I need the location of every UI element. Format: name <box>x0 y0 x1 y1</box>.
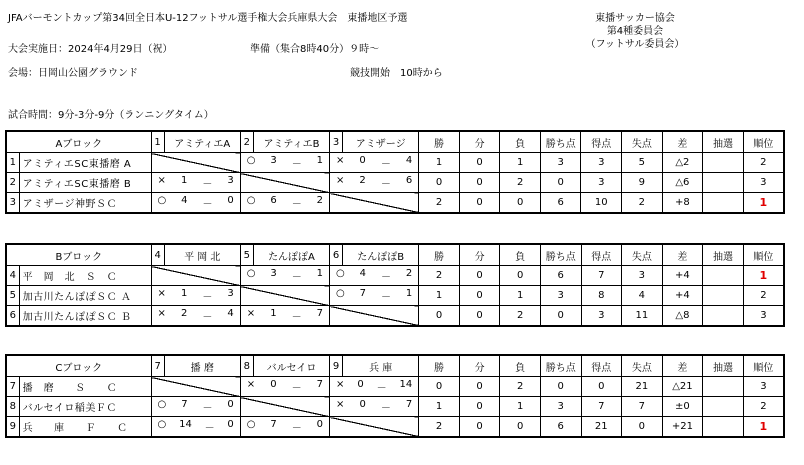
column-header: 得点 <box>581 355 622 377</box>
result-mark: × <box>246 308 256 319</box>
result-mark: ○ <box>246 268 256 279</box>
self-match-cell <box>330 306 419 327</box>
result-mark: × <box>336 399 345 410</box>
score-dash: － <box>204 423 215 434</box>
match-result <box>330 397 419 417</box>
score-against: 0 <box>227 195 234 206</box>
goal-diff: +4 <box>662 266 703 286</box>
score-dash: － <box>380 272 391 283</box>
self-match-cell <box>151 153 240 173</box>
score-for: 0 <box>357 379 364 390</box>
goal-diff: ±0 <box>662 397 703 417</box>
team-name: バルセイロ稲美ＦＣ <box>19 397 151 417</box>
score-dash: － <box>291 383 302 394</box>
goals-for: 21 <box>581 417 622 438</box>
score-against: 4 <box>405 155 413 166</box>
score-against: 0 <box>227 419 234 430</box>
column-header: 順位 <box>743 131 784 153</box>
lottery <box>703 397 744 417</box>
losses: 2 <box>500 377 541 397</box>
match-result <box>240 153 329 173</box>
goals-for: 7 <box>581 266 622 286</box>
goal-diff: △21 <box>662 377 703 397</box>
team-name: 平 岡 北 Ｓ Ｃ <box>19 266 151 286</box>
team-number: 2 <box>6 173 19 193</box>
score-for: 1 <box>180 288 188 299</box>
block-name: Aブロック <box>6 131 151 153</box>
opponent-name: たんぽぽB <box>343 244 419 266</box>
draws: 0 <box>459 377 500 397</box>
score-for: 14 <box>179 419 192 430</box>
points: 3 <box>540 153 581 173</box>
column-header: 負 <box>500 355 541 377</box>
table-row <box>6 397 784 417</box>
table-row <box>6 266 784 286</box>
points: 6 <box>540 193 581 214</box>
team-number: 9 <box>6 417 19 438</box>
column-header: 抽選 <box>703 244 744 266</box>
rank: 2 <box>743 286 784 306</box>
opponent-name: 兵 庫 <box>343 355 419 377</box>
team-name: 兵 庫 Ｆ Ｃ <box>19 417 151 438</box>
goals-against: 3 <box>622 266 663 286</box>
lottery <box>703 306 744 327</box>
team-number: 7 <box>6 377 19 397</box>
column-header: 分 <box>459 355 500 377</box>
wins: 1 <box>419 153 460 173</box>
self-match-cell <box>240 286 329 306</box>
goals-against: 2 <box>622 193 663 214</box>
rank: 3 <box>743 306 784 327</box>
opponent-number: 4 <box>151 244 164 266</box>
goals-against: 7 <box>622 397 663 417</box>
block-name: Cブロック <box>6 355 151 377</box>
opponent-number: 5 <box>240 244 253 266</box>
score-dash: － <box>291 423 302 434</box>
table-row <box>6 173 784 193</box>
team-name: 加古川たんぽぽＳＣ Ｂ <box>19 306 151 327</box>
column-header: 差 <box>662 131 703 153</box>
result-mark: ○ <box>336 268 345 279</box>
org-subcommittee: （フットサル委員会） <box>585 39 685 50</box>
goal-diff: △6 <box>662 173 703 193</box>
table-row <box>6 417 784 438</box>
match-result <box>330 153 419 173</box>
wins: 2 <box>419 266 460 286</box>
goal-diff: +21 <box>662 417 703 438</box>
wins: 0 <box>419 306 460 327</box>
team-number: 3 <box>6 193 19 214</box>
table-header-row <box>6 355 784 377</box>
column-header: 順位 <box>743 244 784 266</box>
score-for: 7 <box>270 419 277 430</box>
score-dash: － <box>291 272 302 283</box>
score-dash: － <box>291 199 302 210</box>
score-against: 3 <box>227 175 234 186</box>
event-date: 大会実施日：2024年4月29日（祝） <box>8 44 173 55</box>
score-against: 7 <box>316 379 324 390</box>
score-for: 1 <box>180 175 188 186</box>
block-name: Bブロック <box>6 244 151 266</box>
wins: 2 <box>419 417 460 438</box>
opponent-name: アミザージ <box>343 131 419 153</box>
score-against: 4 <box>227 308 234 319</box>
score-for: 0 <box>270 379 277 390</box>
column-header: 得点 <box>581 244 622 266</box>
match-result <box>240 193 329 214</box>
score-against: 2 <box>405 268 413 279</box>
column-header: 負 <box>500 244 541 266</box>
result-mark: ○ <box>246 419 256 430</box>
draws: 0 <box>459 286 500 306</box>
self-match-cell <box>330 193 419 214</box>
result-mark: × <box>157 308 166 319</box>
opponent-name: アミティエA <box>164 131 240 153</box>
goals-against: 5 <box>622 153 663 173</box>
table-row <box>6 306 784 327</box>
score-for: 1 <box>270 308 277 319</box>
score-dash: － <box>202 403 213 414</box>
lottery <box>703 417 744 438</box>
score-against: 1 <box>405 288 413 299</box>
prep-time: 準備（集合8時40分）９時～ <box>250 44 380 55</box>
opponent-number: 1 <box>151 131 164 153</box>
goals-for: 3 <box>581 173 622 193</box>
score-against: 6 <box>405 175 413 186</box>
score-dash: － <box>380 179 391 190</box>
match-result <box>151 306 240 327</box>
self-match-cell <box>330 417 419 438</box>
match-result <box>240 377 329 397</box>
score-dash: － <box>202 199 213 210</box>
score-dash: － <box>380 403 391 414</box>
opponent-number: 7 <box>151 355 164 377</box>
rank: 1 <box>743 266 784 286</box>
result-mark: × <box>336 175 345 186</box>
wins: 1 <box>419 286 460 306</box>
score-for: 6 <box>270 195 277 206</box>
opponent-name: アミティエB <box>253 131 329 153</box>
losses: 1 <box>500 397 541 417</box>
start-time: 競技開始 10時から <box>350 68 443 79</box>
column-header: 勝 <box>419 355 460 377</box>
column-header: 勝 <box>419 131 460 153</box>
lottery <box>703 377 744 397</box>
score-for: 0 <box>359 155 366 166</box>
score-dash: － <box>202 179 213 190</box>
opponent-number: 8 <box>240 355 253 377</box>
score-for: 3 <box>270 155 277 166</box>
column-header: 順位 <box>743 355 784 377</box>
draws: 0 <box>459 397 500 417</box>
rank: 2 <box>743 153 784 173</box>
score-against: 0 <box>227 399 234 410</box>
column-header: 失点 <box>622 244 663 266</box>
score-dash: － <box>376 383 387 394</box>
result-mark: ○ <box>246 195 256 206</box>
result-mark: × <box>336 155 345 166</box>
losses: 0 <box>500 266 541 286</box>
wins: 0 <box>419 173 460 193</box>
team-number: 1 <box>6 153 19 173</box>
goal-diff: △2 <box>662 153 703 173</box>
result-mark: × <box>336 379 345 390</box>
goals-against: 0 <box>622 417 663 438</box>
score-dash: － <box>380 159 391 170</box>
lottery <box>703 286 744 306</box>
opponent-name: バルセイロ <box>253 355 329 377</box>
opponent-name: 平 岡 北 <box>164 244 240 266</box>
match-result <box>240 306 329 327</box>
losses: 0 <box>500 193 541 214</box>
column-header: 抽選 <box>703 131 744 153</box>
match-result <box>151 397 240 417</box>
table-header-row <box>6 131 784 153</box>
lottery <box>703 173 744 193</box>
table-row <box>6 377 784 397</box>
standings-table-3 <box>5 354 785 438</box>
team-name: アミティエSC東播磨 B <box>19 173 151 193</box>
goal-diff: △8 <box>662 306 703 327</box>
score-dash: － <box>202 292 213 303</box>
result-mark: ○ <box>157 195 167 206</box>
opponent-number: 2 <box>240 131 253 153</box>
points: 0 <box>540 306 581 327</box>
goals-for: 8 <box>581 286 622 306</box>
column-header: 勝ち点 <box>540 131 581 153</box>
score-against: 1 <box>316 268 323 279</box>
points: 0 <box>540 173 581 193</box>
opponent-name: たんぽぽA <box>253 244 329 266</box>
wins: 1 <box>419 397 460 417</box>
team-name: 加古川たんぽぽＳＣ Ａ <box>19 286 151 306</box>
column-header: 分 <box>459 131 500 153</box>
rank: 3 <box>743 173 784 193</box>
score-for: 0 <box>359 399 366 410</box>
column-header: 得点 <box>581 131 622 153</box>
goals-for: 3 <box>581 306 622 327</box>
match-time: 試合時間：9分-3分-9分（ランニングタイム） <box>8 110 214 121</box>
score-against: 0 <box>316 419 323 430</box>
draws: 0 <box>459 153 500 173</box>
table-row <box>6 193 784 214</box>
score-for: 7 <box>181 399 188 410</box>
score-against: 14 <box>399 379 413 390</box>
org-committee: 第4種委員会 <box>606 26 664 37</box>
goals-for: 0 <box>581 377 622 397</box>
score-for: 3 <box>270 268 277 279</box>
draws: 0 <box>459 306 500 327</box>
score-dash: － <box>291 312 302 323</box>
goals-for: 10 <box>581 193 622 214</box>
match-result <box>240 266 329 286</box>
lottery <box>703 193 744 214</box>
opponent-number: 3 <box>330 131 343 153</box>
score-against: 7 <box>316 308 324 319</box>
score-against: 1 <box>316 155 323 166</box>
match-result <box>330 266 419 286</box>
team-name: アミザージ神野ＳＣ <box>19 193 151 214</box>
column-header: 失点 <box>622 355 663 377</box>
losses: 2 <box>500 306 541 327</box>
column-header: 勝ち点 <box>540 244 581 266</box>
points: 3 <box>540 397 581 417</box>
result-mark: ○ <box>336 288 345 299</box>
self-match-cell <box>151 377 240 397</box>
team-number: 5 <box>6 286 19 306</box>
score-for: 4 <box>181 195 188 206</box>
standings-table-2 <box>5 243 785 327</box>
match-result <box>330 377 419 397</box>
match-result <box>151 173 240 193</box>
match-result <box>151 193 240 214</box>
goals-against: 21 <box>622 377 663 397</box>
team-number: 8 <box>6 397 19 417</box>
points: 0 <box>540 377 581 397</box>
rank: 3 <box>743 377 784 397</box>
team-name: 播 磨 Ｓ Ｃ <box>19 377 151 397</box>
points: 6 <box>540 266 581 286</box>
self-match-cell <box>151 266 240 286</box>
table-row <box>6 153 784 173</box>
opponent-number: 9 <box>330 355 343 377</box>
match-result <box>151 286 240 306</box>
result-mark: ○ <box>246 155 256 166</box>
goal-diff: +8 <box>662 193 703 214</box>
score-for: 7 <box>359 288 367 299</box>
team-number: 6 <box>6 306 19 327</box>
score-dash: － <box>380 292 391 303</box>
match-result <box>151 417 240 438</box>
score-for: 4 <box>359 268 367 279</box>
result-mark: ○ <box>157 419 167 430</box>
column-header: 勝ち点 <box>540 355 581 377</box>
score-against: 3 <box>227 288 234 299</box>
draws: 0 <box>459 417 500 438</box>
column-header: 抽選 <box>703 355 744 377</box>
column-header: 差 <box>662 244 703 266</box>
score-for: 2 <box>180 308 188 319</box>
match-result <box>240 417 329 438</box>
rank: 2 <box>743 397 784 417</box>
column-header: 差 <box>662 355 703 377</box>
wins: 0 <box>419 377 460 397</box>
draws: 0 <box>459 193 500 214</box>
losses: 1 <box>500 153 541 173</box>
column-header: 負 <box>500 131 541 153</box>
match-result <box>330 173 419 193</box>
match-result <box>330 286 419 306</box>
opponent-name: 播 磨 <box>164 355 240 377</box>
draws: 0 <box>459 173 500 193</box>
org-name: 東播サッカー協会 <box>595 13 675 24</box>
losses: 0 <box>500 417 541 438</box>
standings-table-1 <box>5 130 785 214</box>
wins: 2 <box>419 193 460 214</box>
score-for: 2 <box>359 175 366 186</box>
goals-against: 4 <box>622 286 663 306</box>
draws: 0 <box>459 266 500 286</box>
rank: 1 <box>743 417 784 438</box>
score-dash: － <box>291 159 302 170</box>
losses: 2 <box>500 173 541 193</box>
column-header: 勝 <box>419 244 460 266</box>
result-mark: × <box>246 379 256 390</box>
venue: 会場：日岡山公園グラウンド <box>8 68 138 79</box>
score-against: 2 <box>316 195 323 206</box>
opponent-number: 6 <box>330 244 343 266</box>
self-match-cell <box>240 173 329 193</box>
self-match-cell <box>240 397 329 417</box>
goals-against: 11 <box>622 306 663 327</box>
rank: 1 <box>743 193 784 214</box>
table-row <box>6 286 784 306</box>
team-number: 4 <box>6 266 19 286</box>
goals-against: 9 <box>622 173 663 193</box>
lottery <box>703 266 744 286</box>
score-dash: － <box>202 312 213 323</box>
goals-for: 3 <box>581 153 622 173</box>
result-mark: × <box>157 175 166 186</box>
points: 3 <box>540 286 581 306</box>
document-title: JFAバーモントカップ第34回全日本U-12フットサル選手権大会兵庫県大会 東播地区予選 <box>8 13 408 24</box>
column-header: 分 <box>459 244 500 266</box>
result-mark: × <box>157 288 166 299</box>
losses: 1 <box>500 286 541 306</box>
result-mark: ○ <box>157 399 167 410</box>
team-name: アミティエSC東播磨 A <box>19 153 151 173</box>
score-against: 7 <box>405 399 413 410</box>
lottery <box>703 153 744 173</box>
table-header-row <box>6 244 784 266</box>
goals-for: 7 <box>581 397 622 417</box>
column-header: 失点 <box>622 131 663 153</box>
goal-diff: +4 <box>662 286 703 306</box>
points: 6 <box>540 417 581 438</box>
